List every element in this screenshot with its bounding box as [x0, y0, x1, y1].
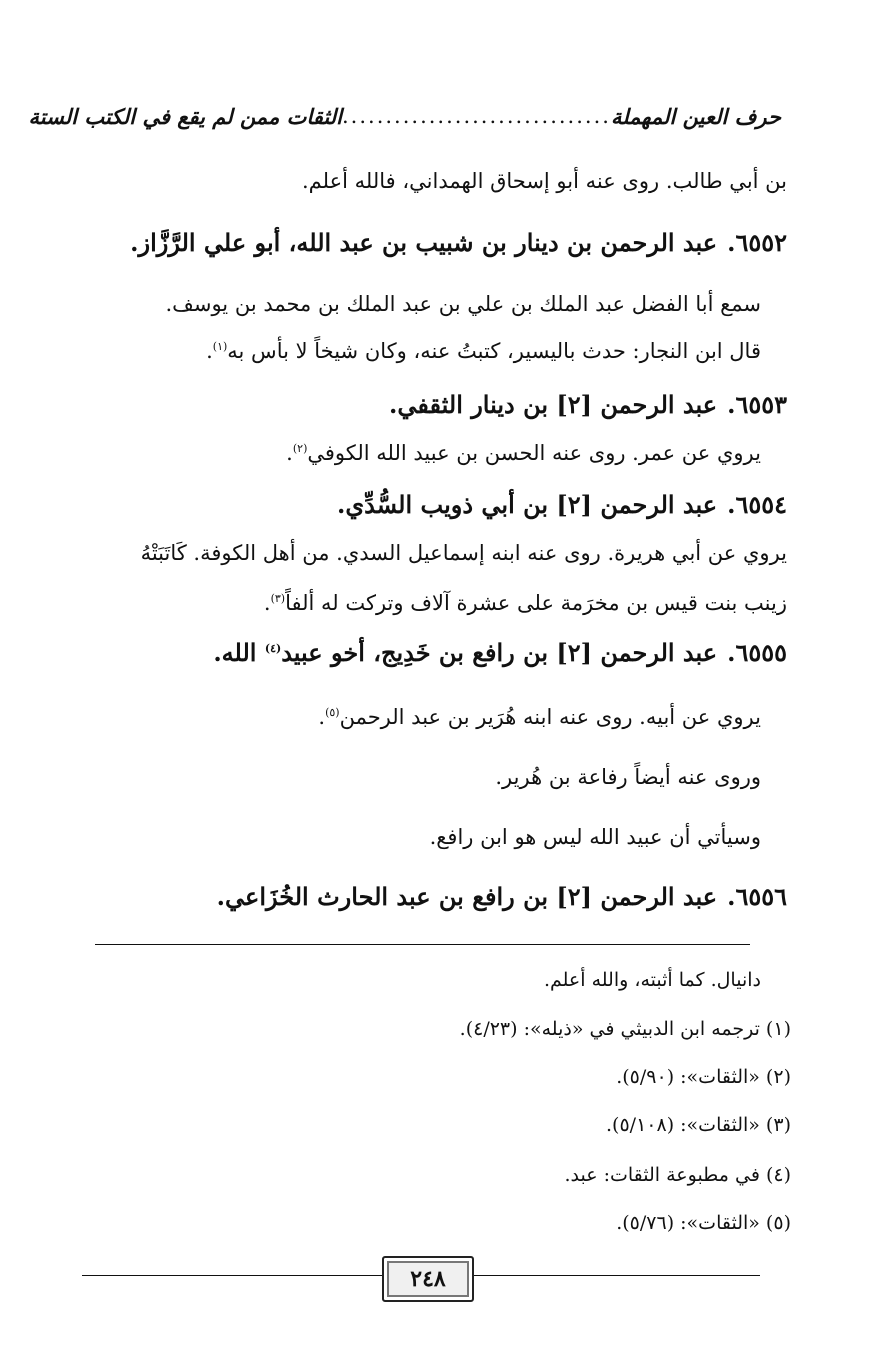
footnote-ref-2: (٢)	[292, 442, 308, 455]
line-text: يروي عن عمر. روى عنه الحسن بن عبيد الله الكوفي	[307, 441, 761, 465]
footnote-continuation: دانيال. كما أثبته، والله أعلم.	[543, 969, 761, 991]
page-number-rule-left	[82, 1275, 382, 1276]
footnote-ref-1: (١)	[212, 340, 228, 353]
entry-title-end: الله.	[213, 638, 265, 667]
entry-6553-line-1	[286, 438, 761, 468]
footnote-ref-5: (٥)	[325, 706, 340, 719]
footnote-separator	[95, 944, 750, 945]
entry-title: عبد الرحمن [٢] بن دينار الثقفي.	[389, 390, 718, 419]
line-text: قال ابن النجار: حدث باليسير، كتبتُ عنه، وكان شيخاً لا بأس به	[227, 339, 761, 363]
entry-title: عبد الرحمن [٢] بن رافع بن عبد الحارث الخُزَاعي.	[216, 882, 718, 911]
entry-number: ٦٥٥٢.	[727, 228, 787, 257]
footnote-ref-4: (٤)	[264, 642, 282, 655]
entry-title: عبد الرحمن [٢] بن رافع بن خَدِيج، أخو عبيد	[281, 638, 718, 667]
body-line-continuation: بن أبي طالب. روى عنه أبو إسحاق الهمداني، فالله أعلم.	[302, 169, 787, 193]
footnote-5: (٥) «الثقات»: (٥/٧٦).	[616, 1212, 791, 1234]
entry-title: عبد الرحمن بن دينار بن شبيب بن عبد الله، أبو علي الرَّزَّاز.	[130, 228, 718, 257]
entry-6555-line-1	[318, 702, 761, 732]
footnote-2: (٢) «الثقات»: (٥/٩٠).	[616, 1066, 791, 1088]
line-end: .	[318, 705, 326, 729]
entry-6555-line-2: وروى عنه أيضاً رفاعة بن هُرير.	[495, 765, 761, 789]
entry-6555-heading	[213, 636, 787, 670]
entry-6554-line-2	[264, 588, 787, 618]
entry-6556-heading	[217, 880, 787, 914]
footnote-4: (٤) في مطبوعة الثقات: عبد.	[564, 1164, 791, 1186]
entry-6554-line-1: يروي عن أبي هريرة. روى عنه ابنه إسماعيل السدي. من أهل الكوفة. كَاتَبَتْهُ	[140, 541, 787, 565]
footnote-3: (٣) «الثقات»: (٥/١٠٨).	[606, 1114, 791, 1136]
entry-number: ٦٥٥٣.	[727, 390, 787, 419]
entry-title: عبد الرحمن [٢] بن أبي ذويب السُّدِّي.	[337, 490, 718, 519]
entry-6552-heading	[130, 226, 787, 260]
entry-6552-line-1: سمع أبا الفضل عبد الملك بن علي بن عبد الملك بن محمد بن يوسف.	[165, 292, 761, 316]
header-chapter-title: حرف العين المهملة	[610, 103, 781, 129]
header-book-title: الثقات ممن لم يقع في الكتب الستة	[28, 103, 342, 129]
footnote-ref-3: (٣)	[270, 592, 286, 605]
header-dot-leader: ...............................	[342, 104, 611, 128]
entry-number: ٦٥٥٥.	[727, 638, 787, 667]
footnote-1: (١) ترجمه ابن الدبيثي في «ذيله»: (٤/٢٣).	[459, 1018, 791, 1040]
running-header	[28, 98, 781, 134]
entry-number: ٦٥٥٦.	[727, 882, 787, 911]
line-text: يروي عن أبيه. روى عنه ابنه هُرَير بن عبد الرحمن	[339, 705, 761, 729]
line-end: .	[263, 591, 271, 615]
entry-6555-line-3: وسيأتي أن عبيد الله ليس هو ابن رافع.	[429, 825, 761, 849]
line-text: زينب بنت قيس بن مخرَمة على عشرة آلاف وتركت له ألفاً	[285, 591, 787, 615]
entry-6552-line-2	[206, 336, 761, 366]
line-end: .	[206, 339, 213, 363]
entry-6553-heading	[389, 388, 787, 422]
entry-number: ٦٥٥٤.	[727, 490, 787, 519]
entry-6554-heading	[337, 488, 787, 522]
page-number-rule-right	[470, 1275, 760, 1276]
line-end: .	[286, 441, 293, 465]
page-number: ٢٤٨	[382, 1256, 474, 1302]
